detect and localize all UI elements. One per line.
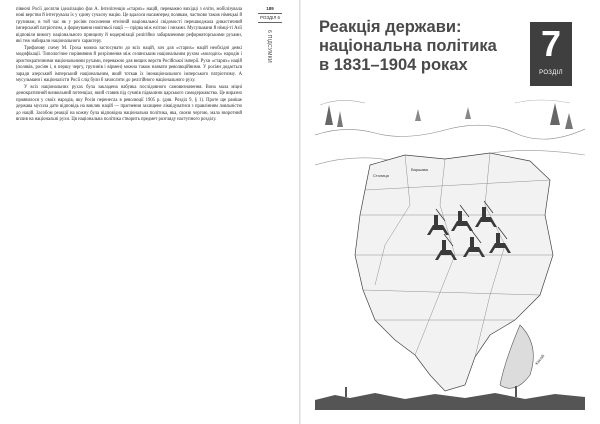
chapter-title-line: в 1831–1904 роках bbox=[319, 56, 468, 74]
chapter-title-line: Реакція держави: bbox=[319, 18, 462, 36]
chapter-word: РОЗДІЛ bbox=[539, 70, 563, 76]
landscape-scene bbox=[315, 100, 585, 165]
paragraph: півночі Росії досягли ідеалізацію фаз А. Інтелігенція «старих» націй, переважно вихідці з еліти, мобілізувала нові верстви й інтегрувала їх у єдину сучасну націю. Це вдалося насамперед полякам, частково також німецькі й грузинам, в той час як у росіян посилення етнічній національної свідомості перешкоджала династичний імперський патріотизм, а формування новітньої нації — прірва між елітою і низами. Мусульмани й німці-ті Азії відповіли вимогу національного принципу й модернізації релігійно забарвленими реформаторськими рухами, які теж набирали національного характеру. bbox=[16, 7, 242, 45]
side-tab-summary: 6 ПІДСУМКИ bbox=[266, 30, 272, 63]
right-page bbox=[301, 0, 600, 424]
chapter-title-line: національна політика bbox=[319, 37, 497, 55]
map-label-warsaw: Варшава bbox=[411, 167, 428, 172]
page-number: 189 bbox=[266, 6, 274, 11]
section-label: РОЗДІЛ 6 bbox=[258, 13, 282, 23]
map-label-sea: Каспій bbox=[533, 353, 546, 366]
left-page bbox=[0, 0, 299, 424]
chapter-number: 7 bbox=[540, 23, 562, 64]
chapter-title bbox=[319, 18, 509, 75]
paragraph: У всіх національних рухах була закладена набувка послідовного самовизначення. Вона мала міцні демократичний визвольний потенціал, який ставив під сумнів підвалини царського самодержавства. Це виразно проявилося у своїх народів, яку Росія перенесла в революції 1905 р. (див. Розділ 9, § 1). Проте ще раніше держава мусила дати відповідь на виклик націй — прагнення захищене ліквідуватися з правлінням лояльністю до націй. Засобом реакції на кожну була відповідна національна політика, яка, своєю чергою, мала зворотний вплив на національні рухи. Ця національна політика створить предмет розгляду наступного розділу. bbox=[16, 85, 242, 123]
paragraph: Трифазову схему М. Гроха можна застосувати до всіх націй, хоч для «старих» націй необхідні деякі модифікації. Типологічне порівняння й розрізнення між селянським національним рухом «молодих» народів і аристократичними національними рухами, переважно для вищих верств Російської імперії. Рухи «старих» націй (поляків, росіян і, в першу чергу, грузинів і вірмен) можна також назвати революційними. У росіян додається заради азерський імперський національним, який тоткав їх інонаціонального імперського патріотизму. А мусульмани і націоналісти Росії слід були б зачислити до релігійного національного руху. bbox=[16, 46, 242, 84]
map-label-capital: Столиця bbox=[373, 173, 389, 178]
chapter-badge bbox=[530, 22, 572, 86]
body-text bbox=[16, 7, 242, 124]
sea-area bbox=[500, 325, 533, 388]
map-illustration bbox=[315, 95, 585, 410]
